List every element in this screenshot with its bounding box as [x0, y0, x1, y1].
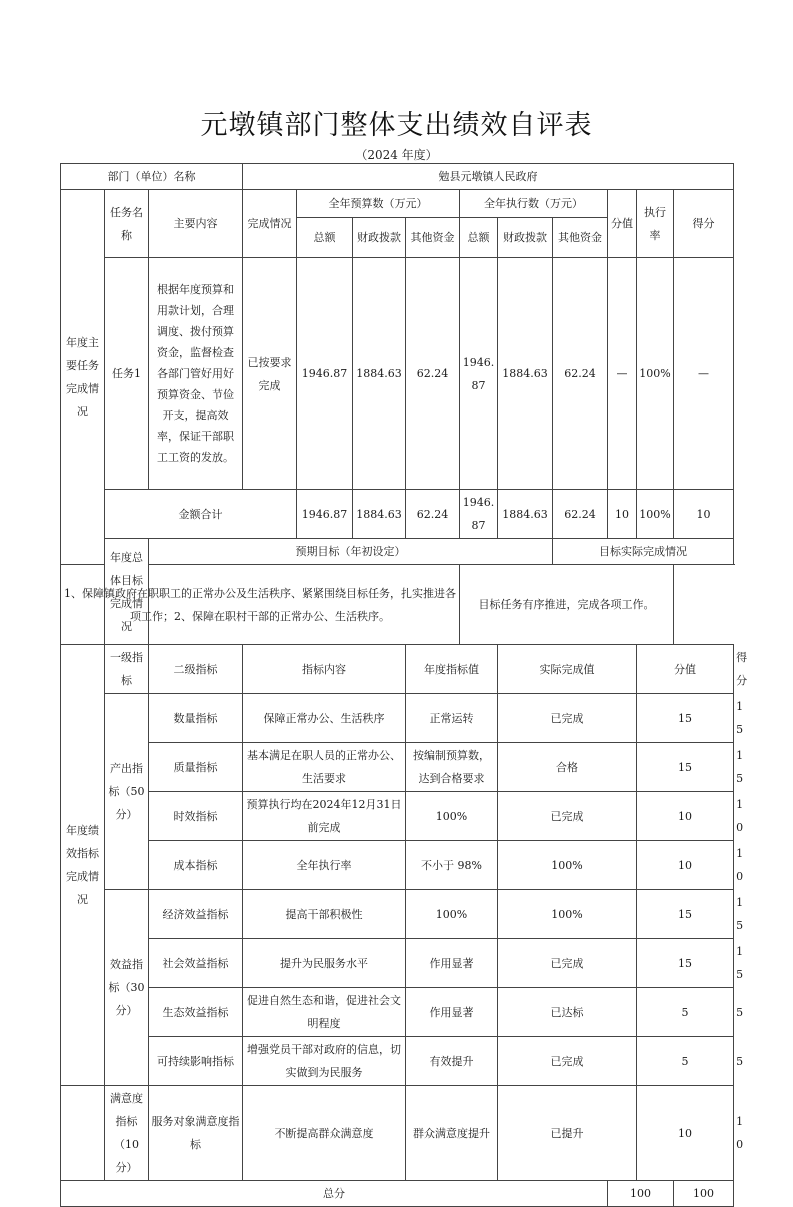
level2-label: 社会效益指标 [149, 939, 243, 988]
indicator-row: 成本指标 全年执行率 不小于 98% 100% 10 10 [61, 841, 734, 890]
tasks-section-label: 年度主要任务完成情况 [61, 190, 105, 565]
indicator-target: 不小于 98% [406, 841, 498, 890]
grand-total-label: 总分 [61, 1181, 608, 1207]
amount-budget-other: 62.24 [406, 490, 460, 539]
amount-exec-fiscal: 1884.63 [498, 490, 553, 539]
header-level1: 一级指标 [105, 645, 149, 694]
indicator-score-value: 15 [637, 890, 734, 939]
header-level2: 二级指标 [149, 645, 243, 694]
goals-actual-text: 目标任务有序推进，完成各项工作。 [460, 565, 674, 645]
satisfaction-section-blank [61, 1086, 105, 1181]
department-label: 部门（单位）名称 [61, 164, 243, 190]
header-task-name: 任务名称 [105, 190, 149, 258]
goals-section-label: 年度总体目标完成情况 [105, 539, 149, 645]
header-budget-group: 全年预算数（万元） [297, 190, 460, 218]
indicator-actual: 100% [498, 890, 637, 939]
header-budget-other: 其他资金 [406, 218, 460, 258]
level2-label: 可持续影响指标 [149, 1037, 243, 1086]
header-indicator-content: 指标内容 [243, 645, 406, 694]
indicator-target: 100% [406, 890, 498, 939]
header-target: 年度指标值 [406, 645, 498, 694]
goals-content-row [61, 565, 734, 645]
header-ind-score-value: 分值 [637, 645, 734, 694]
level2-label: 生态效益指标 [149, 988, 243, 1037]
task-row [61, 258, 734, 490]
amount-score: 10 [674, 490, 734, 539]
indicator-actual: 已完成 [498, 694, 637, 743]
indicator-score-value: 15 [637, 939, 734, 988]
indicator-row: 社会效益指标 提升为民服务水平 作用显著 已完成 15 15 [61, 939, 734, 988]
indicator-content: 保障正常办公、生活秩序 [243, 694, 406, 743]
evaluation-table [60, 163, 748, 1207]
header-exec-other: 其他资金 [553, 218, 608, 258]
indicator-content: 预算执行均在2024年12月31日前完成 [243, 792, 406, 841]
header-exec-total: 总额 [460, 218, 498, 258]
task-score: — [674, 258, 734, 490]
level2-label: 经济效益指标 [149, 890, 243, 939]
indicator-actual: 已完成 [498, 939, 637, 988]
indicators-section-label: 年度绩效指标完成情况 [61, 645, 105, 1086]
amount-exec-total: 1946.87 [460, 490, 498, 539]
amount-execution-rate: 100% [637, 490, 674, 539]
indicator-actual: 已达标 [498, 988, 637, 1037]
indicator-row: 质量指标 基本满足在职人员的正常办公、生活要求 按编制预算数，达到合格要求 合格 15 15 [61, 743, 734, 792]
indicator-row: 时效指标 预算执行均在2024年12月31日前完成 100% 已完成 10 10 [61, 792, 734, 841]
level2-label: 时效指标 [149, 792, 243, 841]
indicator-actual: 已提升 [498, 1086, 637, 1181]
task-exec-other: 62.24 [553, 258, 608, 490]
task-header-row-1 [61, 190, 734, 218]
task-exec-total: 1946.87 [460, 258, 498, 490]
indicator-actual: 已完成 [498, 1037, 637, 1086]
header-main-content: 主要内容 [149, 190, 243, 258]
header-completion: 完成情况 [243, 190, 297, 258]
level2-label: 质量指标 [149, 743, 243, 792]
amount-total-label: 金额合计 [105, 490, 297, 539]
grand-total-row [61, 1181, 734, 1207]
header-score: 得分 [674, 190, 734, 258]
indicator-score-value: 5 [637, 1037, 734, 1086]
indicator-score-value: 15 [637, 743, 734, 792]
grand-total-score: 100 [674, 1181, 734, 1207]
indicator-content: 不断提高群众满意度 [243, 1086, 406, 1181]
indicator-target: 有效提升 [406, 1037, 498, 1086]
task-completion: 已按要求完成 [243, 258, 297, 490]
level2-label: 服务对象满意度指标 [149, 1086, 243, 1181]
goals-expected-text: 1、保障镇政府在职职工的正常办公及生活秩序、紧紧围绕目标任务，扎实推进各项工作；2、保障在职村干部的正常办公、生活秩序。 [61, 565, 460, 645]
indicator-target: 正常运转 [406, 694, 498, 743]
task-budget-other: 62.24 [406, 258, 460, 490]
header-execution-group: 全年执行数（万元） [460, 190, 608, 218]
header-score-value: 分值 [608, 190, 637, 258]
document-subtitle: （2024 年度） [355, 148, 438, 162]
amount-total-row [61, 490, 734, 539]
level2-label: 数量指标 [149, 694, 243, 743]
task-budget-total: 1946.87 [297, 258, 353, 490]
indicator-actual: 已完成 [498, 792, 637, 841]
indicator-content: 全年执行率 [243, 841, 406, 890]
indicator-row: 生态效益指标 促进自然生态和谐，促进社会文明程度 作用显著 已达标 5 5 [61, 988, 734, 1037]
indicator-target: 100% [406, 792, 498, 841]
amount-budget-fiscal: 1884.63 [353, 490, 406, 539]
indicator-score-value: 10 [637, 792, 734, 841]
header-budget-total: 总额 [297, 218, 353, 258]
level1-benefit: 效益指标（30分） [105, 890, 149, 1086]
amount-budget-total: 1946.87 [297, 490, 353, 539]
indicator-content: 增强党员干部对政府的信息，切实做到为民服务 [243, 1037, 406, 1086]
goals-header-row [61, 539, 734, 565]
department-row [61, 164, 734, 190]
indicator-actual: 100% [498, 841, 637, 890]
task-name: 任务1 [105, 258, 149, 490]
indicator-row: 满意度指标（10分） 服务对象满意度指标 不断提高群众满意度 群众满意度提升 已提升 10 10 [61, 1086, 734, 1181]
department-value: 勉县元墩镇人民政府 [243, 164, 734, 190]
level1-output: 产出指标（50分） [105, 694, 149, 890]
indicator-target: 群众满意度提升 [406, 1086, 498, 1181]
indicator-score-value: 10 [637, 1086, 734, 1181]
task-execution-rate: 100% [637, 258, 674, 490]
task-budget-fiscal: 1884.63 [353, 258, 406, 490]
task-exec-fiscal: 1884.63 [498, 258, 553, 490]
task-score-value: — [608, 258, 637, 490]
indicator-target: 作用显著 [406, 939, 498, 988]
indicator-score-value: 10 [637, 841, 734, 890]
indicator-score-value: 5 [637, 988, 734, 1037]
indicator-target: 作用显著 [406, 988, 498, 1037]
level2-label: 成本指标 [149, 841, 243, 890]
document-title: 元墩镇部门整体支出绩效自评表 [200, 110, 593, 141]
goals-actual-header: 目标实际完成情况 [553, 539, 734, 565]
grand-total-score-value: 100 [608, 1181, 674, 1207]
indicator-content: 基本满足在职人员的正常办公、生活要求 [243, 743, 406, 792]
level1-satisfaction: 满意度指标（10分） [105, 1086, 149, 1181]
task-main-content: 根据年度预算和用款计划，合理调度、拨付预算资金，监督检查各部门管好用好预算资金、节俭开支，提高效率，保证干部职工工资的发放。 [149, 258, 243, 490]
indicator-content: 提升为民服务水平 [243, 939, 406, 988]
header-budget-fiscal: 财政拨款 [353, 218, 406, 258]
indicator-content: 促进自然生态和谐，促进社会文明程度 [243, 988, 406, 1037]
indicator-row: 产出指标（50分） 数量指标 保障正常办公、生活秩序 正常运转 已完成 15 15 [61, 694, 734, 743]
header-actual: 实际完成值 [498, 645, 637, 694]
indicator-content: 提高干部积极性 [243, 890, 406, 939]
indicator-actual: 合格 [498, 743, 637, 792]
indicator-row: 可持续影响指标 增强党员干部对政府的信息，切实做到为民服务 有效提升 已完成 5 5 [61, 1037, 734, 1086]
indicators-header-row: 年度绩效指标完成情况 一级指标 二级指标 指标内容 年度指标值 实际完成值 分值 得分 [61, 645, 734, 694]
indicator-target: 按编制预算数，达到合格要求 [406, 743, 498, 792]
indicator-score-value: 15 [637, 694, 734, 743]
header-execution-rate: 执行率 [637, 190, 674, 258]
amount-exec-other: 62.24 [553, 490, 608, 539]
indicator-row: 效益指标（30分） 经济效益指标 提高干部积极性 100% 100% 15 15 [61, 890, 734, 939]
header-exec-fiscal: 财政拨款 [498, 218, 553, 258]
amount-score-value: 10 [608, 490, 637, 539]
goals-expected-header: 预期目标（年初设定） [149, 539, 553, 565]
